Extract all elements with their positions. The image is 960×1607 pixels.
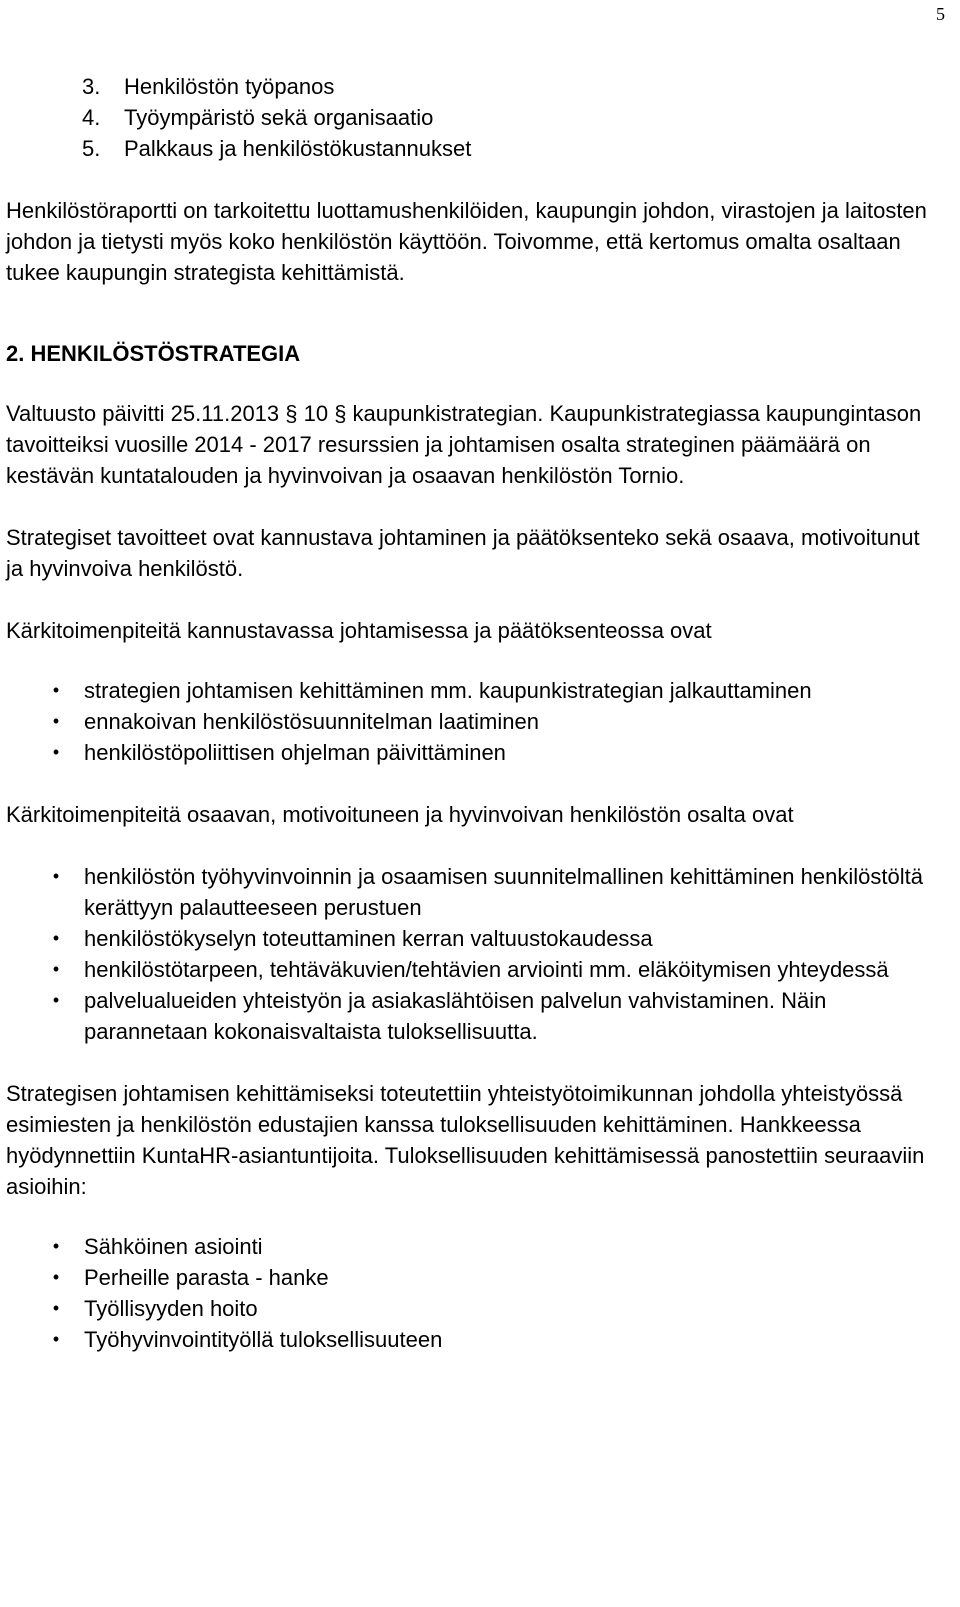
toc-list [6,71,941,164]
bullet-icon: • [52,990,60,1010]
bullet-icon: • [52,1329,60,1349]
bullet-icon: • [52,1298,60,1318]
list-item-text: ennakoivan henkilöstösuunnitelman laatiminen [84,709,539,734]
leadership-intro: Kärkitoimenpiteitä kannustavassa johtamisessa ja päätöksenteossa ovat [6,618,712,643]
list-item [6,1262,941,1293]
list-item-text: strategien johtamisen kehittäminen mm. kaupunkistrategian jalkauttaminen [84,678,812,703]
focus-list [6,1231,941,1355]
list-item-text: Perheille parasta - hanke [84,1265,329,1290]
list-item [6,1231,941,1262]
list-item [6,954,941,985]
list-item [6,737,941,768]
document-body [6,71,941,1355]
list-item-text: henkilöstökyselyn toteuttaminen kerran valtuustokaudessa [84,926,653,951]
bullet-icon: • [52,711,60,731]
strategy-paragraph: Valtuusto päivitti 25.11.2013 § 10 § kaupunkistrategian. Kaupunkistrategiassa kaupungintason tavoitteiksi vuosille 2014 - 2017 resurssien ja johtamisen osalta strateginen päämäärä on kestävän kuntatalouden ja hyvinvoivan ja osaavan henkilöstön Tornio. [6,401,922,488]
bullet-icon: • [52,959,60,979]
toc-item-text: Henkilöstön työpanos [124,74,335,99]
list-item [6,861,941,923]
toc-item-text: Työympäristö sekä organisaatio [124,105,434,130]
list-item-text: Työllisyyden hoito [84,1296,258,1321]
bullet-icon: • [52,742,60,762]
list-item-text: Työhyvinvointityöllä tuloksellisuuteen [84,1327,443,1352]
list-item [6,1324,941,1355]
bullet-icon: • [52,928,60,948]
toc-item-text: Palkkaus ja henkilöstökustannukset [124,136,472,161]
section-heading: 2. HENKILÖSTÖSTRATEGIA [6,341,301,366]
toc-item [6,133,941,164]
list-item [6,706,941,737]
page-number: 5 [936,4,945,24]
list-item [6,985,941,1047]
list-item-text: Sähköinen asiointi [84,1234,263,1259]
list-item-text: henkilöstön työhyvinvoinnin ja osaamisen suunnitelmallinen kehittäminen henkilöstöltä kerättyyn palautteeseen perustuen [84,864,923,920]
list-item [6,675,941,706]
bullet-icon: • [52,680,60,700]
bullet-icon: • [52,866,60,886]
toc-item [6,102,941,133]
toc-item-number: 4. [82,105,101,130]
toc-item-number: 3. [82,74,101,99]
staff-list [6,861,941,1047]
bullet-icon: • [52,1236,60,1256]
list-item-text: henkilöstöpoliittisen ohjelman päivittäminen [84,740,506,765]
list-item [6,1293,941,1324]
toc-item [6,71,941,102]
list-item [6,923,941,954]
development-paragraph: Strategisen johtamisen kehittämiseksi toteutettiin yhteistyötoimikunnan johdolla yhteistyössä esimiesten ja henkilöstön edustajien kanssa tuloksellisuuden kehittäminen. Hankkeessa hyödynnettiin KuntaHR-asiantuntijoita. Tuloksellisuuden kehittämisessä panostettiin seuraaviin asioihin: [6,1081,925,1199]
staff-intro: Kärkitoimenpiteitä osaavan, motivoituneen ja hyvinvoivan henkilöstön osalta ovat [6,802,794,827]
list-item-text: henkilöstötarpeen, tehtäväkuvien/tehtävien arviointi mm. eläköitymisen yhteydessä [84,957,889,982]
list-item-text: palvelualueiden yhteistyön ja asiakaslähtöisen palvelun vahvistaminen. Näin parannetaan kokonaisvaltaista tuloksellisuutta. [84,988,827,1044]
goals-paragraph: Strategiset tavoitteet ovat kannustava johtaminen ja päätöksenteko sekä osaava, motivoitunut ja hyvinvoiva henkilöstö. [6,525,920,581]
bullet-icon: • [52,1267,60,1287]
intro-paragraph: Henkilöstöraportti on tarkoitettu luottamushenkilöiden, kaupungin johdon, virastojen ja laitosten johdon ja tietysti myös koko henkilöstön käyttöön. Toivomme, että kertomus omalta osaltaan tukee kaupungin strategista kehittämistä. [6,198,927,285]
leadership-list [6,675,941,768]
toc-item-number: 5. [82,136,101,161]
